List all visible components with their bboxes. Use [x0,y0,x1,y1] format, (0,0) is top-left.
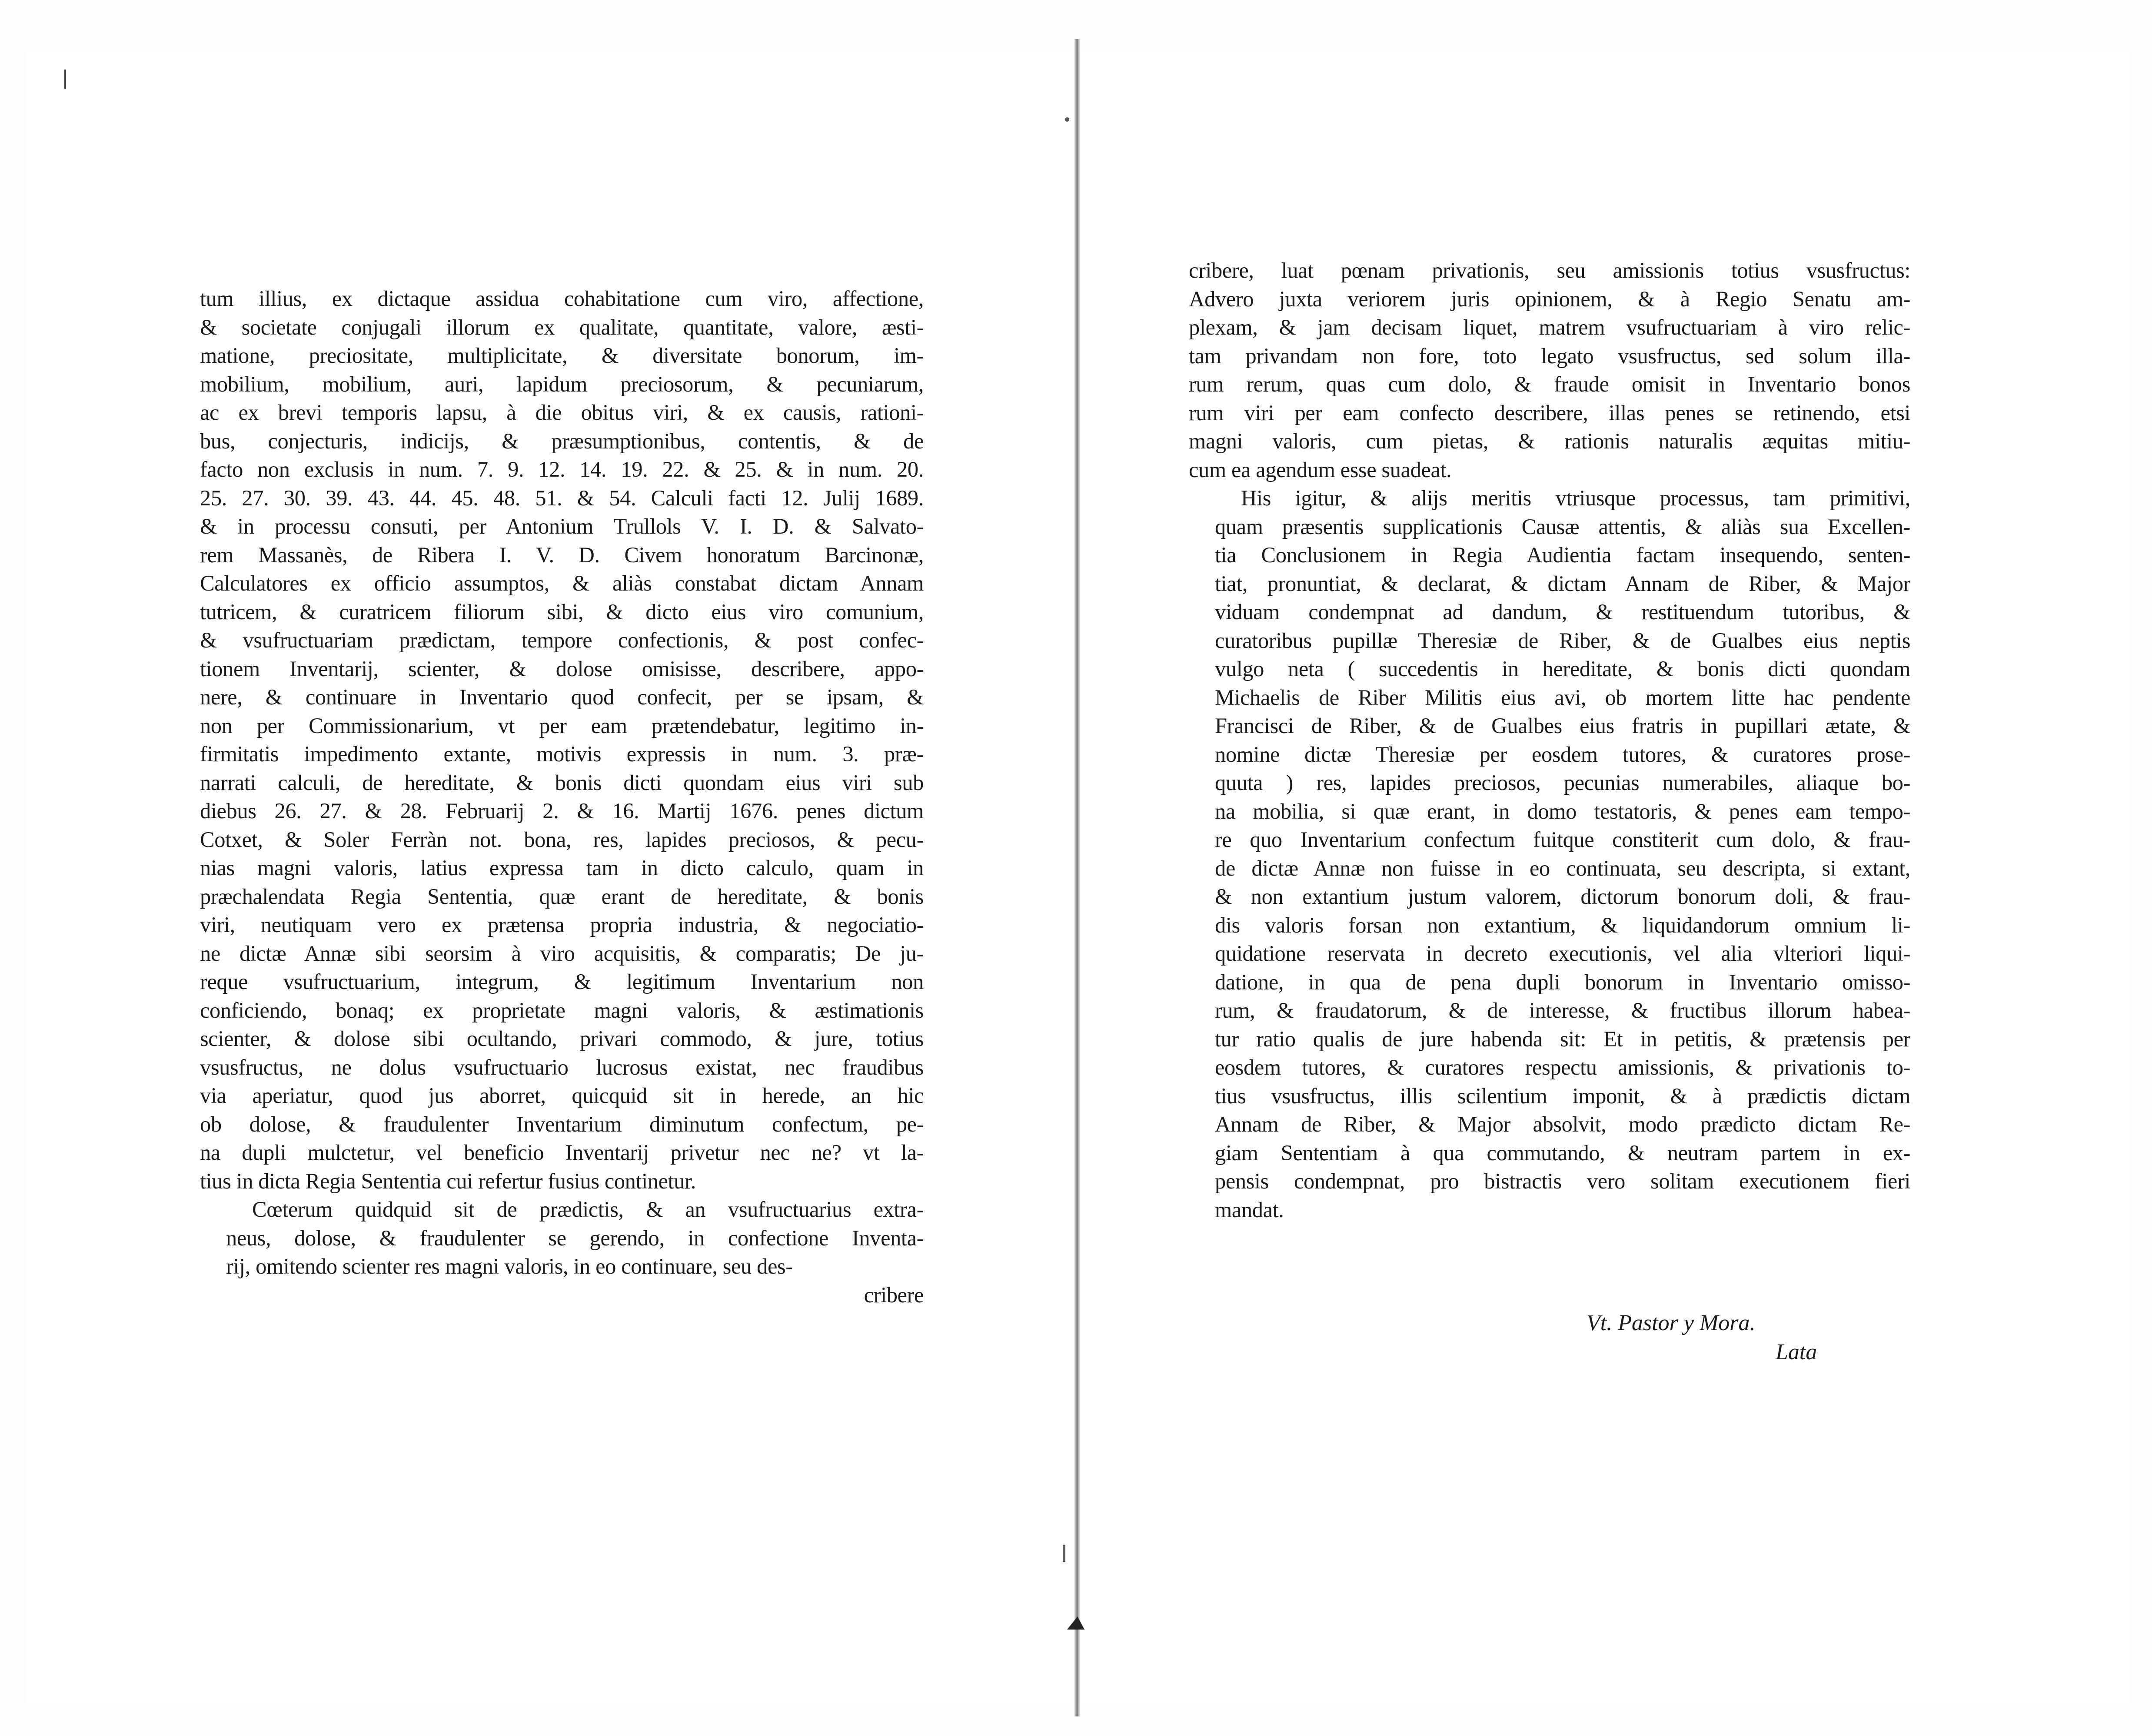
text-line: tionem Inventarij, scienter, & dolose omisisse, describere, appo- [200,656,924,681]
text-line: datione, in qua de pena dupli bonorum in Inventario omisso- [1215,969,1910,994]
text-line: tur ratio qualis de jure habenda sit: Et in petitis, & prætensis per [1215,1026,1910,1051]
text-line: diebus 26. 27. & 28. Februarij 2. & 16. Martij 1676. penes dictum [200,799,924,823]
text-line: & in processu consuti, per Antonium Trullols V. I. D. & Salvato- [200,514,924,538]
left-page-text [200,285,924,1309]
left-catchword: cribere [864,1282,924,1307]
text-line: dis valoris forsan non extantium, & liquidandorum omnium li- [1215,913,1910,937]
right-page-text [1189,256,1910,1224]
text-line: rum, & fraudatorum, & de interesse, & fructibus illorum habea- [1215,998,1910,1022]
text-line: ne dictæ Annæ sibi seorsim à viro acquisitis, & comparatis; De ju- [200,941,924,966]
text-line: magni valoris, cum pietas, & rationis naturalis æquitas mitiu- [1189,429,1910,453]
text-line: ob dolose, & fraudulenter Inventarium diminutum confectum, pe- [200,1112,924,1136]
text-line: neus, dolose, & fraudulenter se gerendo, in confectione Inventa- [226,1225,924,1250]
text-line: tius in dicta Regia Sententia cui refertur fusius continetur. [200,1168,696,1193]
text-line: eosdem tutores, & curatores respectu amissionis, & privationis to- [1215,1055,1910,1079]
text-line: tam privandam non fore, toto legato vsusfructus, sed solum illa- [1189,343,1910,368]
text-line: rem Massanès, de Ribera I. V. D. Civem honoratum Barcinonæ, [200,542,924,567]
text-line: curatoribus pupillæ Theresiæ de Riber, & de Gualbes eius neptis [1215,628,1910,653]
margin-mark [64,70,66,89]
left-paragraph-2 [200,1195,924,1281]
ink-speck [1063,1545,1065,1562]
text-line: re quo Inventarium confectum fuitque constiterit cum dolo, & frau- [1215,827,1910,852]
text-line: Francisci de Riber, & de Gualbes eius fratris in pupillari ætate, & [1215,714,1910,738]
text-line: Calculatores ex officio assumptos, & aliàs constabat dictam Annam [200,571,924,595]
text-line: quuta ) res, lapides preciosos, pecunias numerabiles, aliaque bo- [1215,770,1910,795]
text-line: quidatione reservata in decreto executionis, vel alia vlteriori liqui- [1215,941,1910,966]
right-paragraph-1 [1189,256,1910,484]
text-line: Cotxet, & Soler Ferràn not. bona, res, lapides preciosos, & pecu- [200,827,924,852]
text-line: reque vsufructuarium, integrum, & legitimum Inventarium non [200,969,924,994]
text-line: na dupli mulctetur, vel beneficio Inventarij privetur nec ne? vt la- [200,1140,924,1165]
text-line: non per Commissionarium, vt per eam prætendebatur, legitimo in- [200,713,924,738]
text-line: His igitur, & alijs meritis vtriusque processus, tam primitivi, [1241,486,1910,510]
text-line: giam Sententiam à qua commutando, & neutram partem in ex- [1215,1140,1910,1165]
text-line: viri, neutiquam vero ex prætensa propria industria, & negociatio- [200,913,924,937]
text-line: Annam de Riber, & Major absolvit, modo prædicto dictam Re- [1215,1112,1910,1136]
text-line: quam præsentis supplicationis Causæ attentis, & aliàs sua Excellen- [1215,514,1910,539]
text-line: 25. 27. 30. 39. 43. 44. 45. 48. 51. & 54. Calculi facti 12. Julij 1689. [200,485,924,510]
text-line: vulgo neta ( succedentis in hereditate, & bonis dicti quondam [1215,657,1910,681]
right-paragraph-2 [1189,484,1910,1224]
text-line: tutricem, & curatricem filiorum sibi, & dicto eius viro comunium, [200,599,924,624]
text-line: præchalendata Regia Sententia, quæ erant de hereditate, & bonis [200,884,924,909]
text-line: & vsufructuariam prædictam, tempore confectionis, & post confec- [200,628,924,652]
text-line: de dictæ Annæ non fuisse in eo continuata, seu descripta, si extant, [1215,856,1910,880]
text-line: rij, omitendo scienter res magni valoris, in eo continuare, seu des- [226,1254,793,1278]
text-line: mandat. [1215,1197,1284,1222]
text-line: cum ea agendum esse suadeat. [1189,457,1452,482]
text-line: nias magni valoris, latius expressa tam in dicto calculo, quam in [200,856,924,880]
text-line: nomine dictæ Theresiæ per eosdem tutores, & curatores prose- [1215,742,1910,767]
text-line: tum illius, ex dictaque assidua cohabitatione cum viro, affectione, [200,286,924,311]
text-line: & non extantium justum valorem, dictorum bonorum doli, & frau- [1215,884,1910,909]
text-line: plexam, & jam decisam liquet, matrem vsufructuariam à viro relic- [1189,315,1910,339]
right-catchword: Lata [1776,1340,1817,1364]
text-line: conficiendo, bonaq; ex proprietate magni valoris, & æstimationis [200,998,924,1022]
text-line: firmitatis impedimento extante, motivis expressis in num. 3. præ- [200,742,924,766]
text-line: narrati calculi, de hereditate, & bonis dicti quondam eius viri sub [200,770,924,795]
text-line: Michaelis de Riber Militis eius avi, ob mortem litte hac pendente [1215,685,1910,710]
left-paragraph-1 [200,285,924,1195]
text-line: viduam condempnat ad dandum, & restituendum tutoribus, & [1215,600,1910,624]
text-line: cribere, luat pœnam privationis, seu amissionis totius vsusfructus: [1189,258,1910,282]
text-line: vsusfructus, ne dolus vsufructuario lucrosus existat, nec fraudibus [200,1055,924,1079]
text-line: tiat, pronuntiat, & declarat, & dictam Annam de Riber, & Major [1215,571,1910,596]
text-line: na mobilia, si quæ erant, in domo testatoris, & penes eam tempo- [1215,799,1910,823]
text-line: tius vsusfructus, illis scilentium imponit, & à prædictis dictam [1215,1083,1910,1108]
text-line: scienter, & dolose sibi ocultando, privari commodo, & jure, totius [200,1026,924,1051]
text-line: Advero juxta veriorem juris opinionem, & à Regio Senatu am- [1189,286,1910,311]
text-line: rum viri per eam confecto describere, illas penes se retinendo, etsi [1189,400,1910,425]
text-line: matione, preciositate, multiplicitate, & diversitate bonorum, im- [200,343,924,368]
signature: Vt. Pastor y Mora. [1587,1311,1756,1335]
text-line: ac ex brevi temporis lapsu, à die obitus viri, & ex causis, rationi- [200,400,924,425]
text-line: Cœterum quidquid sit de prædictis, & an vsufructuarius extra- [252,1197,924,1222]
text-line: bus, conjecturis, indicijs, & præsumptionibus, contentis, & de [200,428,924,453]
text-line: & societate conjugali illorum ex qualitate, quantitate, valore, æsti- [200,315,924,339]
text-line: via aperiatur, quod jus aborret, quicquid sit in herede, an hic [200,1083,924,1108]
text-line: facto non exclusis in num. 7. 9. 12. 14. 19. 22. & 25. & in num. 20. [200,457,924,481]
text-line: rum rerum, quas cum dolo, & fraude omisit in Inventario bonos [1189,372,1910,396]
book-gutter [1074,39,1080,1716]
text-line: pensis condempnat, pro bistractis vero solitam executionem fieri [1215,1169,1910,1193]
ink-speck [1065,117,1069,122]
text-line: mobilium, mobilium, auri, lapidum preciosorum, & pecuniarum, [200,372,924,396]
text-line: tia Conclusionem in Regia Audientia factam insequendo, senten- [1215,543,1910,567]
text-line: nere, & continuare in Inventario quod confecit, per se ipsam, & [200,685,924,709]
